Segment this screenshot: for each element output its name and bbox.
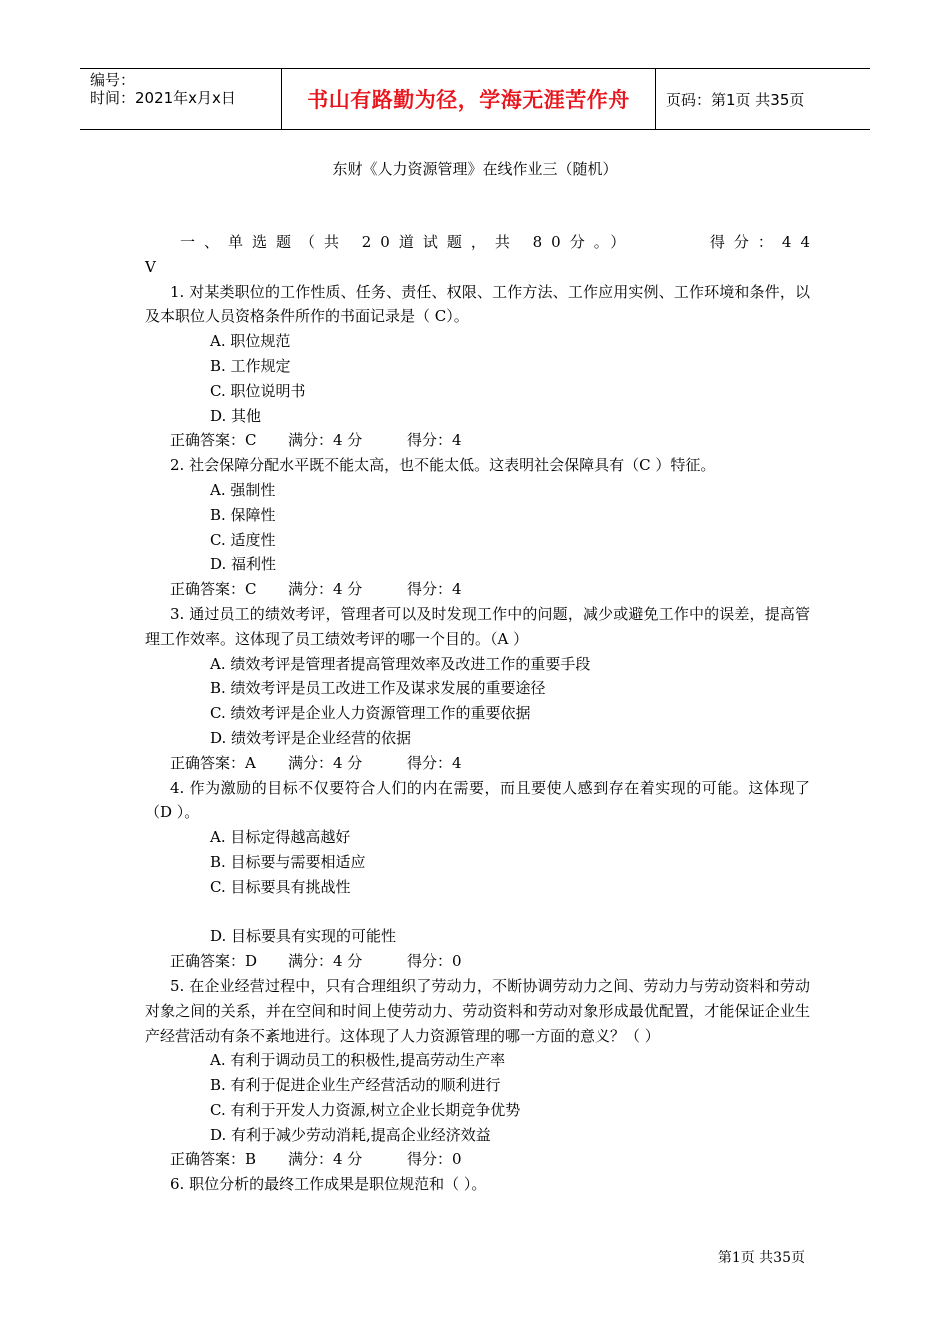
- question-block: [145, 453, 810, 602]
- time-label: 时间：2021年x月x日: [90, 89, 236, 107]
- correct-answer: 正确答案：D: [170, 952, 258, 971]
- answer-option: A. 职位规范: [210, 332, 291, 351]
- full-score: 满分：4 分: [288, 753, 363, 772]
- full-score: 满分：4 分: [288, 952, 363, 971]
- question-list: [145, 280, 810, 1197]
- answer-line: [145, 1147, 810, 1172]
- question-stem: 4. 作为激励的目标不仅要符合人们的内在需要，而且要使人感到存在着实现的可能。这体现了（D ）。: [145, 778, 810, 822]
- section-mark: V: [145, 257, 156, 276]
- question-block: [145, 280, 810, 454]
- answer-option: B. 保障性: [210, 505, 276, 524]
- question-stem: 3. 通过员工的绩效考评，管理者可以及时发现工作中的问题，减少或避免工作中的误差，提高管理工作效率。这体现了员工绩效考评的哪一个目的。（A ）: [145, 604, 810, 648]
- full-score: 满分：4 分: [288, 580, 363, 599]
- earned-score: 得分：4: [407, 753, 462, 772]
- earned-score: 得分：4: [407, 580, 462, 599]
- answer-option: D. 福利性: [210, 555, 277, 574]
- question-stem: 1. 对某类职位的工作性质、任务、责任、权限、工作方法、工作应用实例、工作环境和条件，以及本职位人员资格条件所作的书面记录是（ C）。: [145, 282, 810, 326]
- question-block: [145, 1172, 810, 1197]
- earned-score: 得分：4: [407, 431, 462, 450]
- blank-line: [145, 900, 810, 925]
- answer-option: B. 工作规定: [210, 356, 291, 375]
- section-label: 一、单选题（共 20道试题，共 80分。）: [180, 233, 635, 251]
- earned-score: 得分：0: [407, 1150, 462, 1169]
- question-block: [145, 602, 810, 776]
- answer-option: A. 绩效考评是管理者提高管理效率及改进工作的重要手段: [210, 654, 591, 673]
- section-score: 得分：44: [709, 233, 819, 251]
- answer-option: B. 有利于促进企业生产经营活动的顺利进行: [210, 1076, 501, 1095]
- answer-option: C. 职位说明书: [210, 381, 306, 400]
- correct-answer: 正确答案：B: [170, 1150, 257, 1169]
- document-body: [145, 230, 819, 1197]
- page-header: [80, 68, 870, 130]
- document-title: 东财《人力资源管理》在线作业三（随机）: [332, 160, 618, 178]
- number-label: 编号：: [90, 71, 136, 89]
- answer-option: C. 适度性: [210, 530, 276, 549]
- answer-option: C. 有利于开发人力资源,树立企业长期竞争优势: [210, 1100, 521, 1119]
- earned-score: 得分：0: [407, 952, 462, 971]
- section-heading: [145, 230, 819, 255]
- answer-option: D. 绩效考评是企业经营的依据: [210, 728, 412, 747]
- question-stem: 5. 在企业经营过程中，只有合理组织了劳动力，不断协调劳动力之间、劳动力与劳动资料和劳动对象之间的关系，并在空间和时间上使劳动力、劳动资料和劳动对象形成最优配置，才能保证企业生产经营活动有条不紊地进行。这体现了人力资源管理的哪一方面的意义？（ ）: [145, 976, 810, 1045]
- answer-option: C. 绩效考评是企业人力资源管理工作的重要依据: [210, 704, 531, 723]
- answer-line: [145, 751, 810, 776]
- answer-line: [145, 949, 810, 974]
- answer-option: A. 有利于调动员工的积极性,提高劳动生产率: [210, 1051, 506, 1070]
- answer-option: D. 目标要具有实现的可能性: [210, 927, 397, 946]
- question-block: [145, 974, 810, 1172]
- question-stem: 2. 社会保障分配水平既不能太高，也不能太低。这表明社会保障具有（C ）特征。: [170, 456, 716, 475]
- correct-answer: 正确答案：C: [170, 580, 257, 599]
- answer-option: D. 有利于减少劳动消耗,提高企业经济效益: [210, 1125, 491, 1144]
- answer-line: [145, 577, 810, 602]
- correct-answer: 正确答案：C: [170, 431, 257, 450]
- answer-line: [145, 428, 810, 453]
- question-stem: 6. 职位分析的最终工作成果是职位规范和（ ）。: [170, 1175, 487, 1194]
- full-score: 满分：4 分: [288, 431, 363, 450]
- answer-option: B. 绩效考评是员工改进工作及谋求发展的重要途径: [210, 679, 546, 698]
- question-block: [145, 776, 810, 974]
- answer-option: A. 强制性: [210, 480, 276, 499]
- header-info: [80, 69, 282, 129]
- answer-option: C. 目标要具有挑战性: [210, 877, 351, 896]
- answer-option: B. 目标要与需要相适应: [210, 852, 366, 871]
- answer-option: A. 目标定得越高越好: [210, 828, 351, 847]
- header-motto: 书山有路勤为径，学海无涯苦作舟: [282, 69, 656, 129]
- full-score: 满分：4 分: [288, 1150, 363, 1169]
- correct-answer: 正确答案：A: [170, 753, 256, 772]
- page-footer: 第1页 共35页: [717, 1250, 805, 1266]
- answer-option: D. 其他: [210, 406, 262, 425]
- header-page-label: 页码：第1页 共35页: [666, 90, 805, 109]
